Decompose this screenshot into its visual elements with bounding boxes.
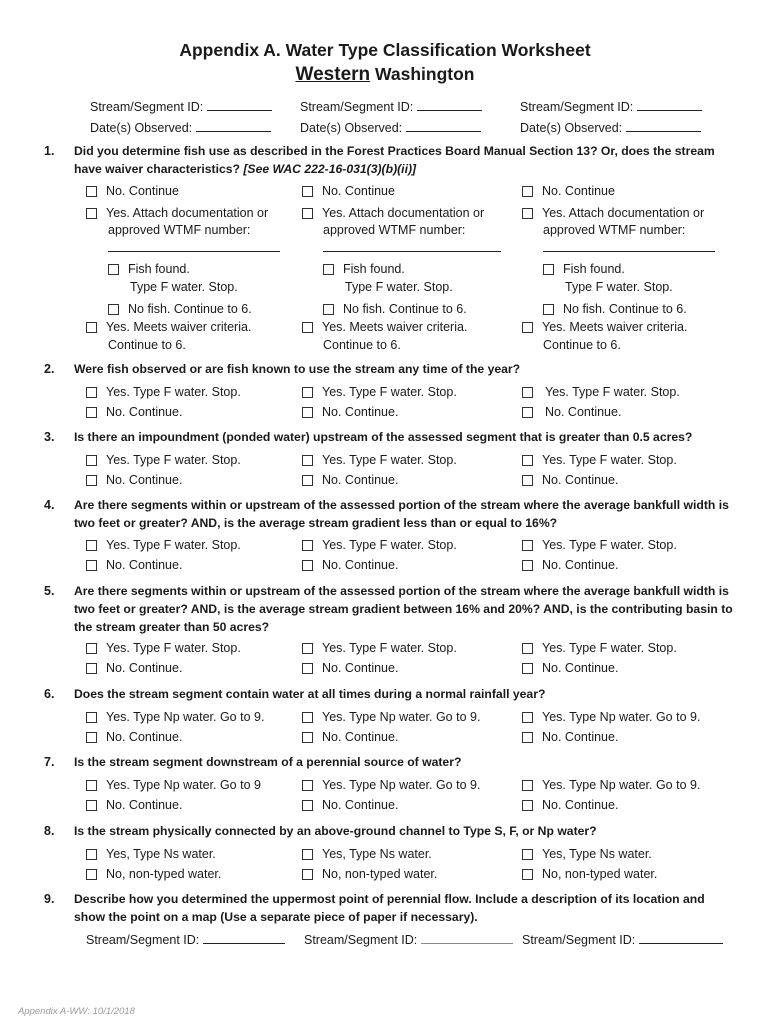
question-3-text: Is there an impoundment (ponded water) upstream of the assessed segment that is greater than 0.5 acres? <box>74 430 693 444</box>
checkbox-icon[interactable] <box>543 304 554 315</box>
q3-col2-no-checkbox[interactable]: No. Continue. <box>302 472 398 489</box>
question-2-number: 2. <box>44 362 55 376</box>
question-3-number: 3. <box>44 430 55 444</box>
checkbox-icon[interactable] <box>86 643 97 654</box>
checkbox-icon[interactable] <box>522 208 533 219</box>
q3-col1-yes-checkbox[interactable]: Yes. Type F water. Stop. <box>86 452 241 469</box>
q4-col3-yes-checkbox[interactable]: Yes. Type F water. Stop. <box>522 537 677 554</box>
checkbox-icon[interactable] <box>543 264 554 275</box>
q6-col3-yes-checkbox[interactable]: Yes. Type Np water. Go to 9. <box>522 709 700 726</box>
q5-col3-no-checkbox[interactable]: No. Continue. <box>522 660 618 677</box>
q7-col3-no-checkbox[interactable]: No. Continue. <box>522 797 618 814</box>
q2-col1-no-checkbox[interactable]: No. Continue. <box>86 404 182 421</box>
checkbox-icon[interactable] <box>302 475 313 486</box>
question-6-number: 6. <box>44 687 55 701</box>
q5-col1-no-checkbox[interactable]: No. Continue. <box>86 660 182 677</box>
q2-col3-yes-checkbox[interactable]: Yes. Type F water. Stop. <box>522 384 680 401</box>
checkbox-icon[interactable] <box>108 304 119 315</box>
q8-col3-no-checkbox[interactable]: No, non-typed water. <box>522 866 657 883</box>
q1-col2-fish-found-checkbox[interactable]: Fish found. <box>323 261 405 278</box>
page-title: Appendix A. Water Type Classification Worksheet <box>179 40 591 60</box>
checkbox-icon[interactable] <box>522 387 533 398</box>
q1-col1-no-checkbox[interactable]: No. Continue <box>86 183 179 200</box>
q8-col1-yes-checkbox[interactable]: Yes, Type Ns water. <box>86 846 216 863</box>
checkbox-icon[interactable] <box>302 455 313 466</box>
q3-col3-yes-checkbox[interactable]: Yes. Type F water. Stop. <box>522 452 677 469</box>
q1-col1-waiver-line2: Continue to 6. <box>108 338 186 352</box>
date-observed-field-3[interactable]: Date(s) Observed: <box>520 120 701 135</box>
checkbox-icon[interactable] <box>86 849 97 860</box>
q1-col2-no-checkbox[interactable]: No. Continue <box>302 183 395 200</box>
q1-col2-no-fish-checkbox[interactable]: No fish. Continue to 6. <box>323 301 467 318</box>
q8-col3-yes-checkbox[interactable]: Yes, Type Ns water. <box>522 846 652 863</box>
checkbox-icon[interactable] <box>86 800 97 811</box>
q5-col1-yes-checkbox[interactable]: Yes. Type F water. Stop. <box>86 640 241 657</box>
q1-col2-wtmf-line[interactable] <box>323 251 501 252</box>
question-4-text: Are there segments within or upstream of the assessed portion of the stream where the average bankfull width is two feet or greater? AND, is the average stream gradient less than or equal to 16%? <box>74 498 729 530</box>
stream-segment-id-field-2[interactable]: Stream/Segment ID: <box>300 99 482 114</box>
checkbox-icon[interactable] <box>302 800 313 811</box>
page-footer: Appendix A-WW: 10/1/2018 <box>18 1006 135 1017</box>
checkbox-icon[interactable] <box>86 663 97 674</box>
q4-col2-no-checkbox[interactable]: No. Continue. <box>302 557 398 574</box>
q1-col1-fish-found-checkbox[interactable]: Fish found. <box>108 261 190 278</box>
q9-stream-segment-id-field-3[interactable]: Stream/Segment ID: <box>522 932 723 947</box>
checkbox-icon[interactable] <box>302 560 313 571</box>
checkbox-icon[interactable] <box>86 560 97 571</box>
question-2-text: Were fish observed or are fish known to use the stream any time of the year? <box>74 362 521 376</box>
q7-col1-no-checkbox[interactable]: No. Continue. <box>86 797 182 814</box>
checkbox-icon[interactable] <box>522 712 533 723</box>
checkbox-icon[interactable] <box>522 455 533 466</box>
q5-col3-yes-checkbox[interactable]: Yes. Type F water. Stop. <box>522 640 677 657</box>
checkbox-icon[interactable] <box>302 780 313 791</box>
checkbox-icon[interactable] <box>302 540 313 551</box>
question-8-number: 8. <box>44 824 55 838</box>
q1-col1-wtmf-line[interactable] <box>108 251 280 252</box>
question-5-text: Are there segments within or upstream of the assessed portion of the stream where the average bankfull width is two feet or greater? AND, is the average stream gradient between 16% and 20%? AND, is the contributing basin to the stream greater than 50 acres? <box>74 584 733 634</box>
checkbox-icon[interactable] <box>522 780 533 791</box>
checkbox-icon[interactable] <box>302 322 313 333</box>
question-5-number: 5. <box>44 584 55 598</box>
checkbox-icon[interactable] <box>302 712 313 723</box>
question-7-number: 7. <box>44 755 55 769</box>
q1-col3-waiver-checkbox[interactable]: Yes. Meets waiver criteria. <box>522 319 687 336</box>
q4-col1-yes-checkbox[interactable]: Yes. Type F water. Stop. <box>86 537 241 554</box>
q1-col2-waiver-line2: Continue to 6. <box>323 338 401 352</box>
q3-col2-yes-checkbox[interactable]: Yes. Type F water. Stop. <box>302 452 457 469</box>
subtitle-washington: Washington <box>370 64 475 84</box>
q6-col1-no-checkbox[interactable]: No. Continue. <box>86 729 182 746</box>
q1-col3-no-fish-checkbox[interactable]: No fish. Continue to 6. <box>543 301 687 318</box>
checkbox-icon[interactable] <box>86 455 97 466</box>
checkbox-icon[interactable] <box>522 186 533 197</box>
stream-segment-id-field-3[interactable]: Stream/Segment ID: <box>520 99 702 114</box>
q9-stream-segment-id-field-1[interactable]: Stream/Segment ID: <box>86 932 285 947</box>
q9-stream-segment-id-field-2[interactable]: Stream/Segment ID: <box>304 932 513 947</box>
checkbox-icon[interactable] <box>86 869 97 880</box>
q1-col2-yes-checkbox[interactable]: Yes. Attach documentation or <box>302 205 484 222</box>
question-1-number: 1. <box>44 144 55 158</box>
checkbox-icon[interactable] <box>522 869 533 880</box>
checkbox-icon[interactable] <box>86 208 97 219</box>
question-4-number: 4. <box>44 498 55 512</box>
date-observed-field-2[interactable]: Date(s) Observed: <box>300 120 481 135</box>
checkbox-icon[interactable] <box>302 186 313 197</box>
checkbox-icon[interactable] <box>86 780 97 791</box>
question-8-text: Is the stream physically connected by an above-ground channel to Type S, F, or Np water? <box>74 824 597 838</box>
q1-col2-waiver-checkbox[interactable]: Yes. Meets waiver criteria. <box>302 319 467 336</box>
checkbox-icon[interactable] <box>522 849 533 860</box>
question-9-number: 9. <box>44 892 55 906</box>
checkbox-icon[interactable] <box>522 732 533 743</box>
checkbox-icon[interactable] <box>108 264 119 275</box>
q7-col1-yes-checkbox[interactable]: Yes. Type Np water. Go to 9 <box>86 777 261 794</box>
q6-col2-no-checkbox[interactable]: No. Continue. <box>302 729 398 746</box>
checkbox-icon[interactable] <box>323 304 334 315</box>
checkbox-icon[interactable] <box>522 540 533 551</box>
q8-col1-no-checkbox[interactable]: No, non-typed water. <box>86 866 221 883</box>
q2-col2-yes-checkbox[interactable]: Yes. Type F water. Stop. <box>302 384 457 401</box>
q2-col3-no-checkbox[interactable]: No. Continue. <box>522 404 621 421</box>
q1-col2-yes-line2: approved WTMF number: <box>323 223 466 237</box>
checkbox-icon[interactable] <box>86 540 97 551</box>
q6-col3-no-checkbox[interactable]: No. Continue. <box>522 729 618 746</box>
q2-col2-no-checkbox[interactable]: No. Continue. <box>302 404 398 421</box>
checkbox-icon[interactable] <box>86 712 97 723</box>
q2-col1-yes-checkbox[interactable]: Yes. Type F water. Stop. <box>86 384 241 401</box>
checkbox-icon[interactable] <box>323 264 334 275</box>
q1-col1-yes-line2: approved WTMF number: <box>108 223 251 237</box>
checkbox-icon[interactable] <box>86 732 97 743</box>
checkbox-icon[interactable] <box>522 407 533 418</box>
q1-col3-no-checkbox[interactable]: No. Continue <box>522 183 615 200</box>
q5-col2-no-checkbox[interactable]: No. Continue. <box>302 660 398 677</box>
checkbox-icon[interactable] <box>86 322 97 333</box>
checkbox-icon[interactable] <box>302 387 313 398</box>
checkbox-icon[interactable] <box>86 475 97 486</box>
q1-col1-waiver-checkbox[interactable]: Yes. Meets waiver criteria. <box>86 319 251 336</box>
q1-col3-wtmf-line[interactable] <box>543 251 715 252</box>
q7-col2-no-checkbox[interactable]: No. Continue. <box>302 797 398 814</box>
q1-col1-no-fish-checkbox[interactable]: No fish. Continue to 6. <box>108 301 252 318</box>
checkbox-icon[interactable] <box>302 869 313 880</box>
q4-col1-no-checkbox[interactable]: No. Continue. <box>86 557 182 574</box>
q1-col3-type-f-stop: Type F water. Stop. <box>565 280 673 294</box>
checkbox-icon[interactable] <box>302 407 313 418</box>
q8-col2-yes-checkbox[interactable]: Yes, Type Ns water. <box>302 846 432 863</box>
checkbox-icon[interactable] <box>522 322 533 333</box>
q1-col3-yes-checkbox[interactable]: Yes. Attach documentation or <box>522 205 704 222</box>
subtitle-western: Western <box>295 64 371 85</box>
checkbox-icon[interactable] <box>302 849 313 860</box>
q4-col2-yes-checkbox[interactable]: Yes. Type F water. Stop. <box>302 537 457 554</box>
q1-col3-waiver-line2: Continue to 6. <box>543 338 621 352</box>
checkbox-icon[interactable] <box>522 800 533 811</box>
q5-col2-yes-checkbox[interactable]: Yes. Type F water. Stop. <box>302 640 457 657</box>
q1-col3-yes-line2: approved WTMF number: <box>543 223 686 237</box>
q1-col1-type-f-stop: Type F water. Stop. <box>130 280 238 294</box>
checkbox-icon[interactable] <box>86 407 97 418</box>
q1-col3-fish-found-checkbox[interactable]: Fish found. <box>543 261 625 278</box>
checkbox-icon[interactable] <box>302 643 313 654</box>
question-6-text: Does the stream segment contain water at all times during a normal rainfall year? <box>74 687 546 701</box>
checkbox-icon[interactable] <box>302 208 313 219</box>
q6-col2-yes-checkbox[interactable]: Yes. Type Np water. Go to 9. <box>302 709 480 726</box>
checkbox-icon[interactable] <box>86 387 97 398</box>
q7-col2-yes-checkbox[interactable]: Yes. Type Np water. Go to 9. <box>302 777 480 794</box>
question-7-text: Is the stream segment downstream of a perennial source of water? <box>74 755 462 769</box>
date-observed-field-1[interactable]: Date(s) Observed: <box>90 120 271 135</box>
checkbox-icon[interactable] <box>522 663 533 674</box>
checkbox-icon[interactable] <box>522 643 533 654</box>
checkbox-icon[interactable] <box>302 663 313 674</box>
q1-col1-yes-checkbox[interactable]: Yes. Attach documentation or <box>86 205 268 222</box>
q8-col2-no-checkbox[interactable]: No, non-typed water. <box>302 866 437 883</box>
checkbox-icon[interactable] <box>522 560 533 571</box>
q3-col3-no-checkbox[interactable]: No. Continue. <box>522 472 618 489</box>
question-1-text: Did you determine fish use as described in the Forest Practices Board Manual Section 13? Or, does the stream have waiver characteristics? [See WAC 222-16-031(3)(b)(ii)] <box>74 144 715 176</box>
q7-col3-yes-checkbox[interactable]: Yes. Type Np water. Go to 9. <box>522 777 700 794</box>
q3-col1-no-checkbox[interactable]: No. Continue. <box>86 472 182 489</box>
q4-col3-no-checkbox[interactable]: No. Continue. <box>522 557 618 574</box>
q1-col2-type-f-stop: Type F water. Stop. <box>345 280 453 294</box>
stream-segment-id-field-1[interactable]: Stream/Segment ID: <box>90 99 272 114</box>
page-subtitle <box>0 64 770 86</box>
q6-col1-yes-checkbox[interactable]: Yes. Type Np water. Go to 9. <box>86 709 264 726</box>
checkbox-icon[interactable] <box>302 732 313 743</box>
question-9-text: Describe how you determined the uppermost point of perennial flow. Include a description of its location and show the point on a map (Use a separate piece of paper if necessary). <box>74 892 705 924</box>
checkbox-icon[interactable] <box>86 186 97 197</box>
checkbox-icon[interactable] <box>522 475 533 486</box>
